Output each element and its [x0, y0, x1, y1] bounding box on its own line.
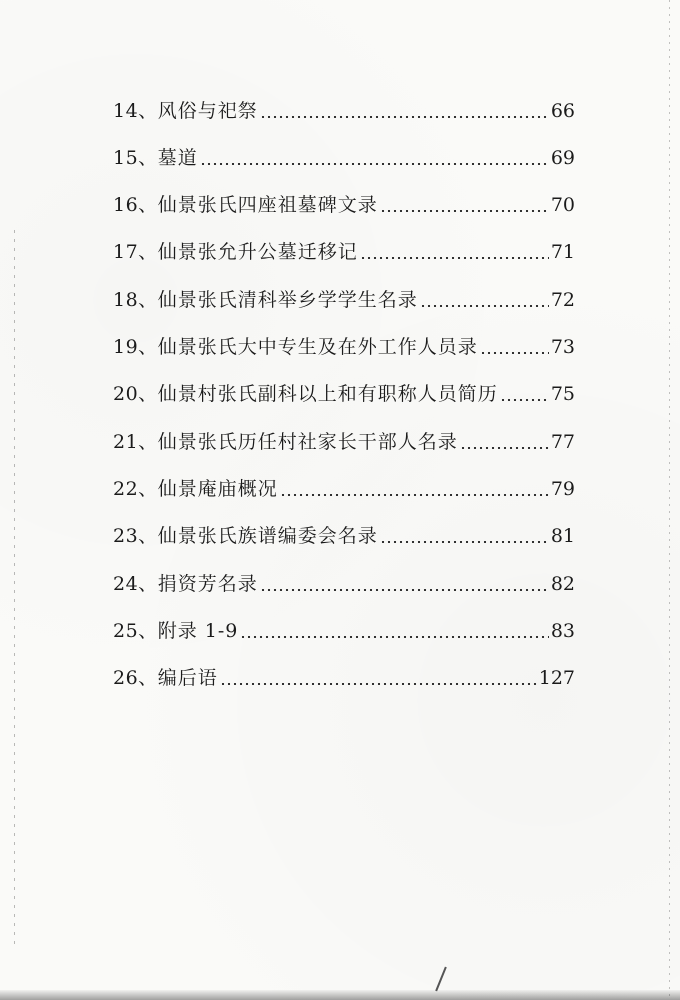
- entry-number: 24、: [113, 573, 158, 595]
- entry-page: 69: [550, 147, 575, 169]
- entry-number: 17、: [113, 241, 158, 263]
- entry-title: 仙景张氏历任村社家长干部人名录: [157, 431, 458, 453]
- entry-number: 18、: [113, 289, 158, 311]
- entry-title: 仙景张氏四座祖墓碑文录: [157, 194, 378, 216]
- entry-page: 66: [550, 100, 575, 122]
- scan-artifact-bottom: [0, 990, 680, 1000]
- entry-number: 26、: [113, 667, 158, 689]
- dot-leader: [360, 257, 549, 259]
- entry-number: 21、: [113, 431, 158, 453]
- entry-title: 仙景张允升公墓迁移记: [157, 241, 358, 263]
- entry-title: 编后语: [157, 667, 218, 689]
- toc-entry-24: [113, 569, 575, 599]
- toc-entry-19: [113, 332, 575, 362]
- toc-entry-15: [113, 143, 575, 173]
- entry-page: 73: [550, 336, 575, 358]
- entry-number: 25、: [113, 620, 158, 642]
- entry-page: 72: [550, 289, 575, 311]
- entry-page: 81: [550, 525, 575, 547]
- entry-page: 75: [550, 383, 575, 405]
- scan-artifact-right: [669, 0, 670, 1000]
- toc-entry-26: [113, 663, 575, 693]
- toc-entry-14: [113, 96, 575, 126]
- entry-title: 风俗与祀祭: [157, 100, 258, 122]
- entry-title: 墓道: [157, 147, 198, 169]
- dot-leader: [420, 305, 549, 307]
- entry-title: 附录 1-9: [157, 620, 239, 642]
- entry-title: 捐资芳名录: [157, 573, 258, 595]
- dot-leader: [460, 447, 549, 449]
- entry-title: 仙景村张氏副科以上和有职称人员简历: [157, 383, 498, 405]
- entry-number: 19、: [113, 336, 158, 358]
- scan-artifact-left: [14, 230, 15, 950]
- entry-number: 16、: [113, 194, 158, 216]
- entry-page: 82: [550, 573, 575, 595]
- toc-entry-25: [113, 616, 575, 646]
- toc-entry-21: [113, 427, 575, 457]
- dot-leader: [280, 494, 549, 496]
- entry-page: 70: [550, 194, 575, 216]
- entry-page: 71: [550, 241, 575, 263]
- entry-number: 20、: [113, 383, 158, 405]
- toc-entry-22: [113, 474, 575, 504]
- entry-number: 23、: [113, 525, 158, 547]
- toc-entry-16: [113, 190, 575, 220]
- entry-number: 14、: [113, 100, 158, 122]
- entry-number: 15、: [113, 147, 158, 169]
- dot-leader: [200, 163, 549, 165]
- dot-leader: [380, 541, 549, 543]
- entry-title: 仙景张氏大中专生及在外工作人员录: [157, 336, 478, 358]
- entry-page: 127: [538, 667, 575, 689]
- entry-page: 79: [550, 478, 575, 500]
- entry-title: 仙景张氏清科举乡学学生名录: [157, 289, 418, 311]
- dot-leader: [380, 210, 549, 212]
- dot-leader: [500, 399, 549, 401]
- entry-number: 22、: [113, 478, 158, 500]
- toc-entry-18: [113, 285, 575, 315]
- dot-leader: [240, 636, 548, 638]
- toc-entry-20: [113, 379, 575, 409]
- dot-leader: [260, 116, 549, 118]
- entry-page: 83: [550, 620, 575, 642]
- toc-entry-17: [113, 237, 575, 267]
- toc-entry-23: [113, 521, 575, 551]
- dot-leader: [480, 352, 549, 354]
- entry-title: 仙景张氏族谱编委会名录: [157, 525, 378, 547]
- entry-page: 77: [550, 431, 575, 453]
- dot-leader: [260, 589, 549, 591]
- entry-title: 仙景庵庙概况: [157, 478, 278, 500]
- dot-leader: [220, 683, 537, 685]
